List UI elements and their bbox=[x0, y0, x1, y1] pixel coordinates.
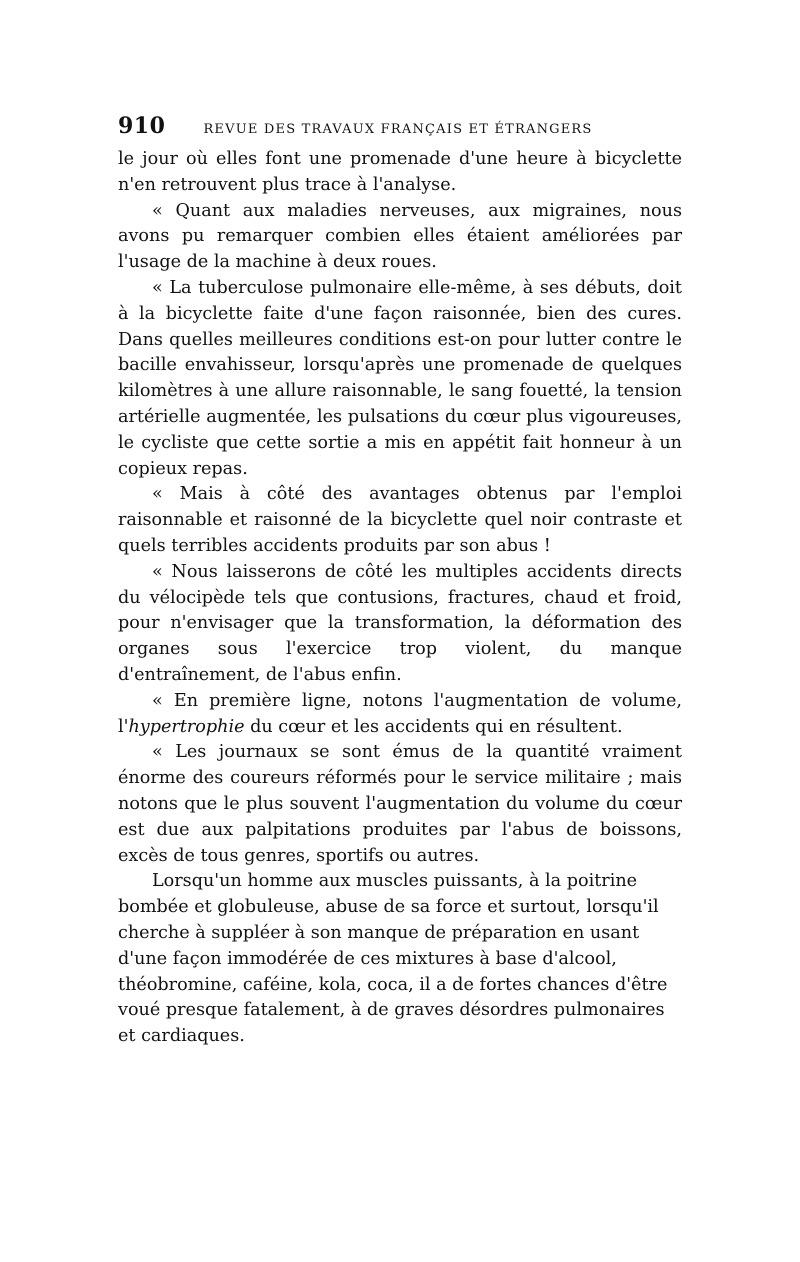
page-header bbox=[118, 113, 682, 147]
page-number: 910 bbox=[118, 113, 166, 139]
paragraph: « Mais à côté des avantages obtenus par l'emploi raisonnable et raisonné de la bicyclette quel noir contraste et quels terribles accidents produits par son abus ! bbox=[118, 484, 682, 556]
paragraph-text: du cœur et les accidents qui en résultent. bbox=[244, 716, 623, 737]
paragraph: « La tuberculose pulmonaire elle-même, à ses débuts, doit à la bicyclette faite d'une façon raisonnée, bien des cures. Dans quelles meilleures conditions est-on pour lutter contre le bacille envahisseur, lorsqu'après une promenade de quelques kilomètres à une allure raisonnable, le sang fouetté, la tension artérielle augmentée, les pulsations du cœur plus vigoureuses, le cycliste que cette sortie a mis en appétit fait honneur à un copieux repas. bbox=[118, 277, 682, 479]
paragraph: « Les journaux se sont émus de la quantité vraiment énorme des coureurs réformés pour le service militaire ; mais notons que le plus souvent l'augmentation du volume du cœur est due aux palpitations produites par l'abus de boissons, excès de tous genres, sportifs ou autres. bbox=[118, 742, 682, 866]
book-page bbox=[118, 113, 682, 1050]
body-text bbox=[118, 147, 682, 1050]
running-title: REVUE DES TRAVAUX FRANÇAIS ET ÉTRANGERS bbox=[203, 122, 593, 137]
paragraph: Lorsqu'un homme aux muscles puissants, à la poitrine bombée et globuleuse, abuse de sa force et surtout, lorsqu'il cherche à suppléer à son manque de préparation en usant d'une façon immodérée de ces mixtures à base d'alcool, théobromine, caféine, kola, coca, il a de fortes chances d'être voué presque fatalement, à de graves désordres pulmonaires et cardiaques. bbox=[118, 871, 668, 1047]
paragraph bbox=[118, 689, 682, 741]
paragraph: le jour où elles font une promenade d'une heure à bicyclette n'en retrouvent plus trace à l'analyse. bbox=[118, 149, 682, 195]
italic-term: hypertrophie bbox=[128, 716, 245, 737]
paragraph-text: « En première ligne, notons l'augmentation de volume, l' bbox=[118, 690, 682, 737]
paragraph: « Nous laisserons de côté les multiples accidents directs du vélocipède tels que contusions, fractures, chaud et froid, pour n'envisager que la transformation, la déformation des organes sous l'exercice trop violent, du manque d'entraînement, de l'abus enfin. bbox=[118, 561, 682, 685]
paragraph: « Quant aux maladies nerveuses, aux migraines, nous avons pu remarquer combien elles étaient améliorées par l'usage de la machine à deux roues. bbox=[118, 200, 682, 273]
